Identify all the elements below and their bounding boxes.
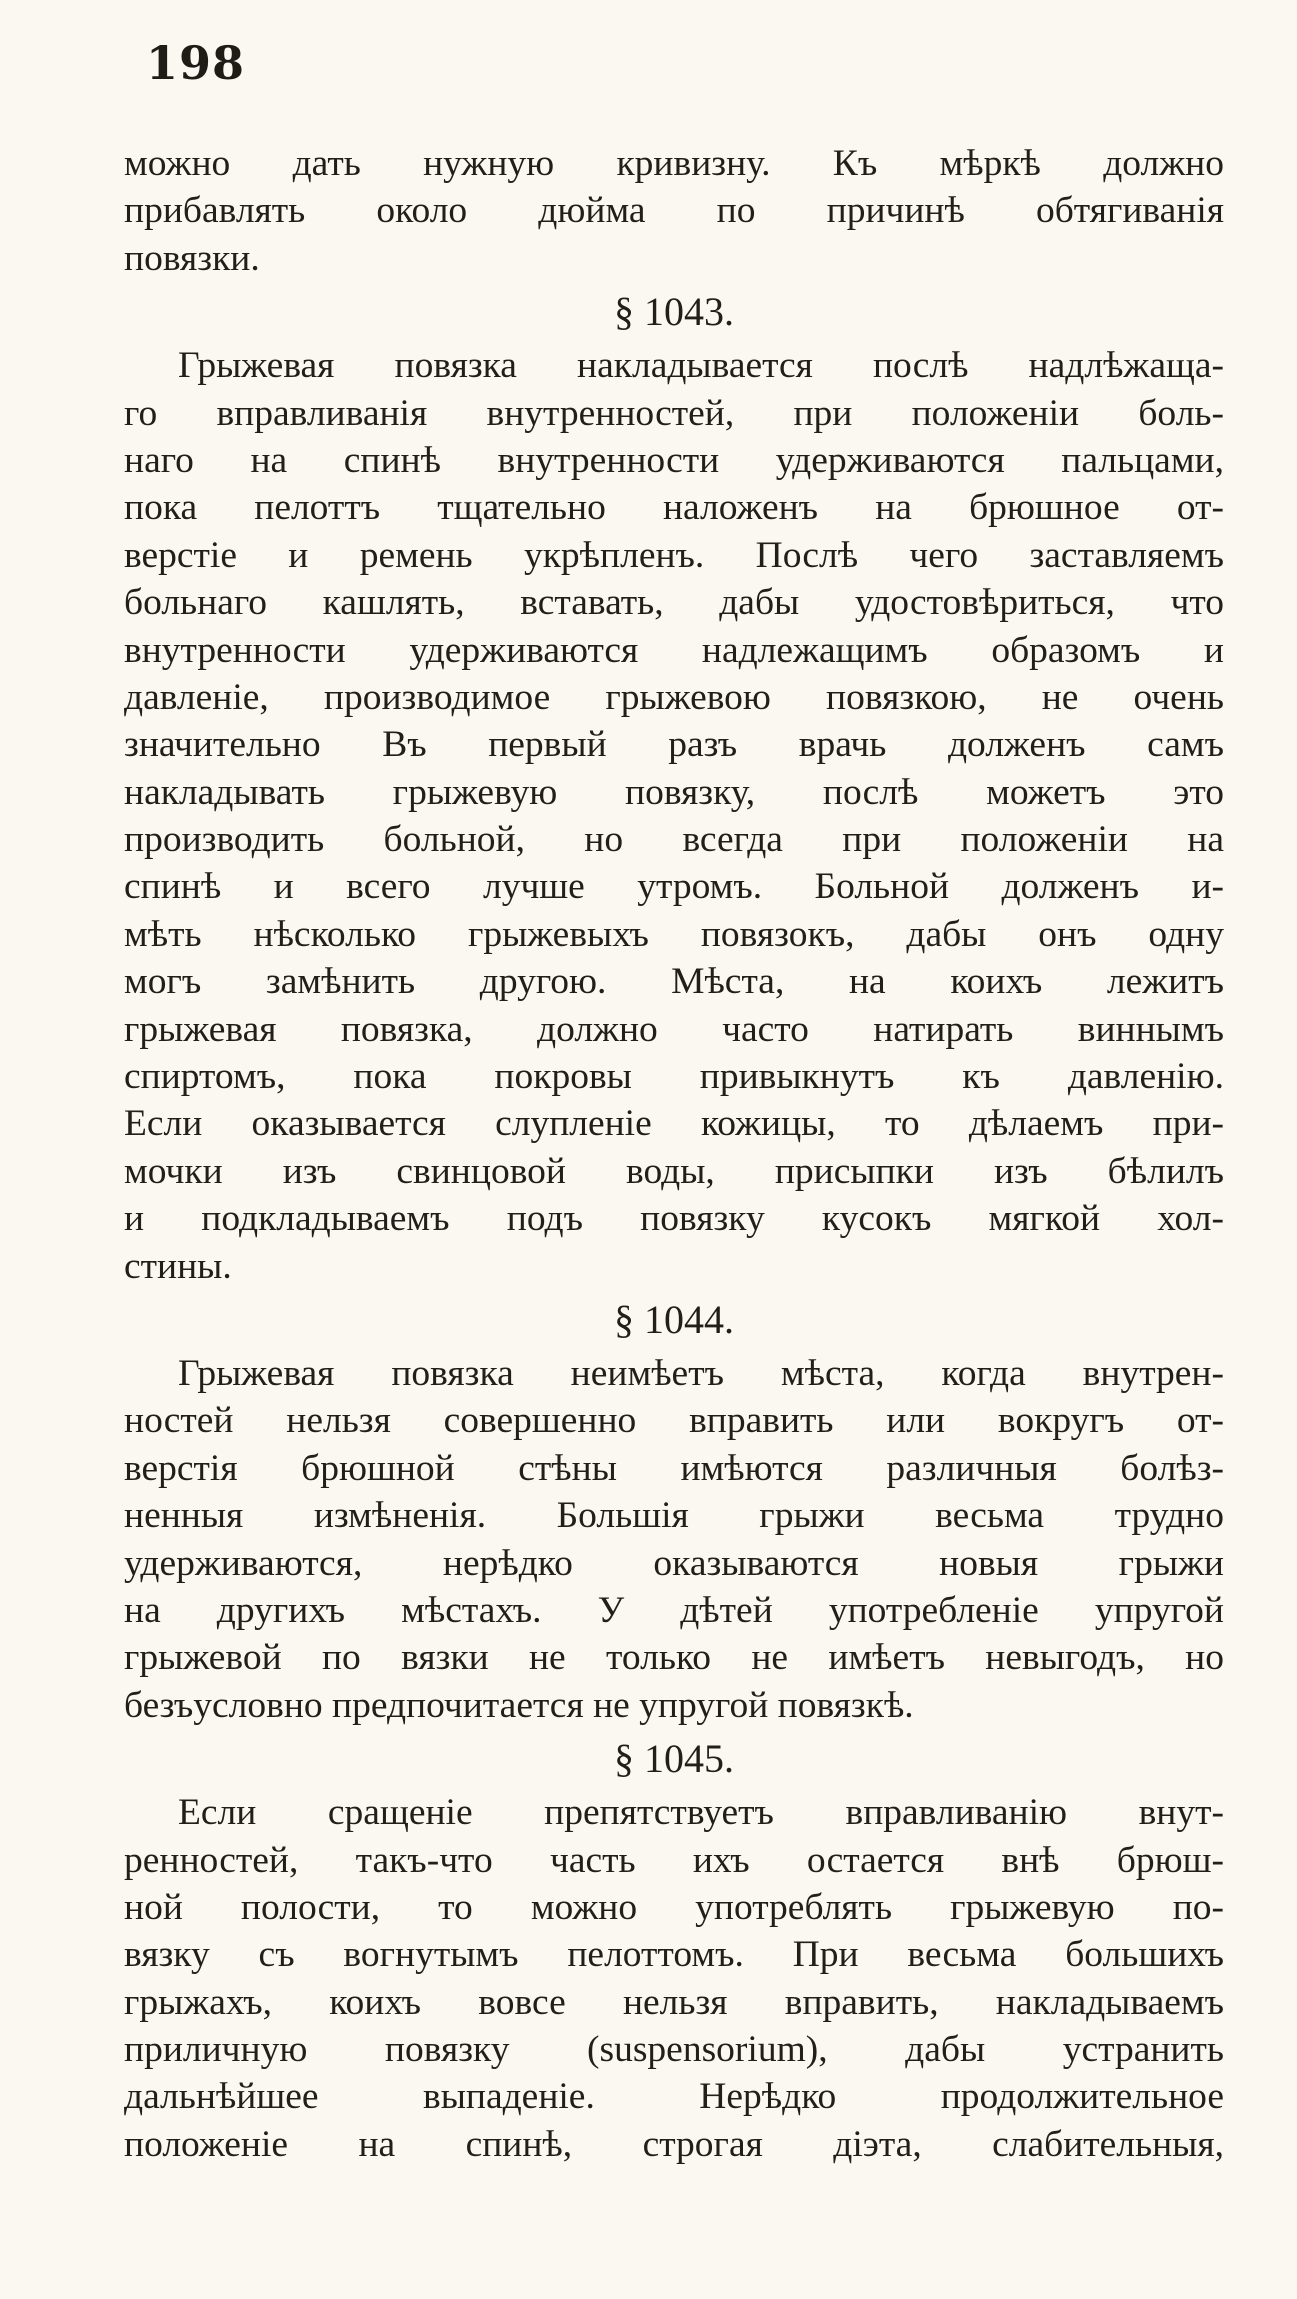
text-line: грыжевая повязка, должно часто натирать виннымъ [124,1008,1224,1050]
text-line: удерживаются, нерѣдко оказываются новыя грыжи [124,1542,1224,1584]
text-line: на другихъ мѣстахъ. У дѣтей употребленіе упругой [124,1589,1224,1631]
text-line: больнаго кашлять, вставать, дабы удостовѣриться, что [124,582,1224,624]
text-line: ненныя измѣненія. Большія грыжи весьма трудно [124,1495,1224,1537]
text-line: положеніе на спинѣ, строгая діэта, слабительныя, [124,2123,1224,2165]
text-line: верстіе и ремень укрѣпленъ. Послѣ чего заставляемъ [124,534,1224,576]
text-line: Грыжевая повязка неимѣетъ мѣста, когда внутрен- [178,1352,1224,1394]
page-text [124,140,1224,2168]
text-line: ностей нельзя совершенно вправить или вокругъ от- [124,1400,1224,1442]
text-line: прибавлять около дюйма по причинѣ обтягиванія [124,190,1224,232]
text-line: и подкладываемъ подъ повязку кусокъ мягкой хол- [124,1198,1224,1240]
text-line: го вправливанія внутренностей, при положеніи боль- [124,392,1224,434]
section-heading: § 1043. [614,289,734,335]
text-line: значительно Въ первый разъ врачь долженъ самъ [124,724,1224,766]
text-line: накладывать грыжевую повязку, послѣ можетъ это [124,771,1224,813]
text-line: грыжахъ, коихъ вовсе нельзя вправить, накладываемъ [124,1981,1224,2023]
text-line: приличную повязку (suspensorium), дабы устранить [124,2029,1224,2071]
text-line: могъ замѣнить другою. Мѣста, на коихъ лежитъ [124,961,1224,1003]
text-line: грыжевой по вязки не только не имѣетъ невыгодъ, но [124,1637,1224,1679]
text-line: Грыжевая повязка накладывается послѣ надлѣжаща- [178,345,1224,387]
text-line: мочки изъ свинцовой воды, присыпки изъ бѣлилъ [124,1150,1224,1192]
text-line: ренностей, такъ-что часть ихъ остается внѣ брюш- [124,1839,1224,1881]
text-line: вязку съ вогнутымъ пелоттомъ. При весьма большихъ [124,1934,1224,1976]
text-line: верстія брюшной стѣны имѣются различныя болѣз- [124,1447,1224,1489]
text-line: Если оказывается слупленіе кожицы, то дѣлаемъ при- [124,1103,1224,1145]
text-line: стины. [124,1245,232,1287]
text-line: дальнѣйшее выпаденіе. Нерѣдко продолжительное [124,2076,1224,2118]
text-line: безъусловно предпочитается не упругой повязкѣ. [124,1684,914,1726]
text-line: спиртомъ, пока покровы привыкнутъ къ давленію. [124,1056,1224,1098]
text-line: наго на спинѣ внутренности удерживаются пальцами, [124,439,1224,481]
text-line: мѣть нѣсколько грыжевыхъ повязокъ, дабы онъ одну [124,913,1224,955]
text-line: внутренности удерживаются надлежащимъ образомъ и [124,629,1224,671]
section-heading: § 1044. [614,1296,734,1342]
text-line: спинѣ и всего лучше утромъ. Больной долженъ и- [124,866,1224,908]
text-line: ной полости, то можно употреблять грыжевую по- [124,1886,1224,1928]
text-line: можно дать нужную кривизну. Къ мѣркѣ должно [124,143,1224,184]
text-line: Если сращеніе препятствуетъ вправливанію внут- [178,1792,1224,1834]
text-line: повязки. [124,237,260,279]
page-number: 198 [146,36,246,90]
text-line: пока пелоттъ тщательно наложенъ на брюшное от- [124,487,1224,529]
text-line: производить больной, но всегда при положеніи на [124,819,1224,861]
section-heading: § 1045. [614,1736,734,1782]
text-line: давленіе, производимое грыжевою повязкою, не очень [124,676,1224,718]
